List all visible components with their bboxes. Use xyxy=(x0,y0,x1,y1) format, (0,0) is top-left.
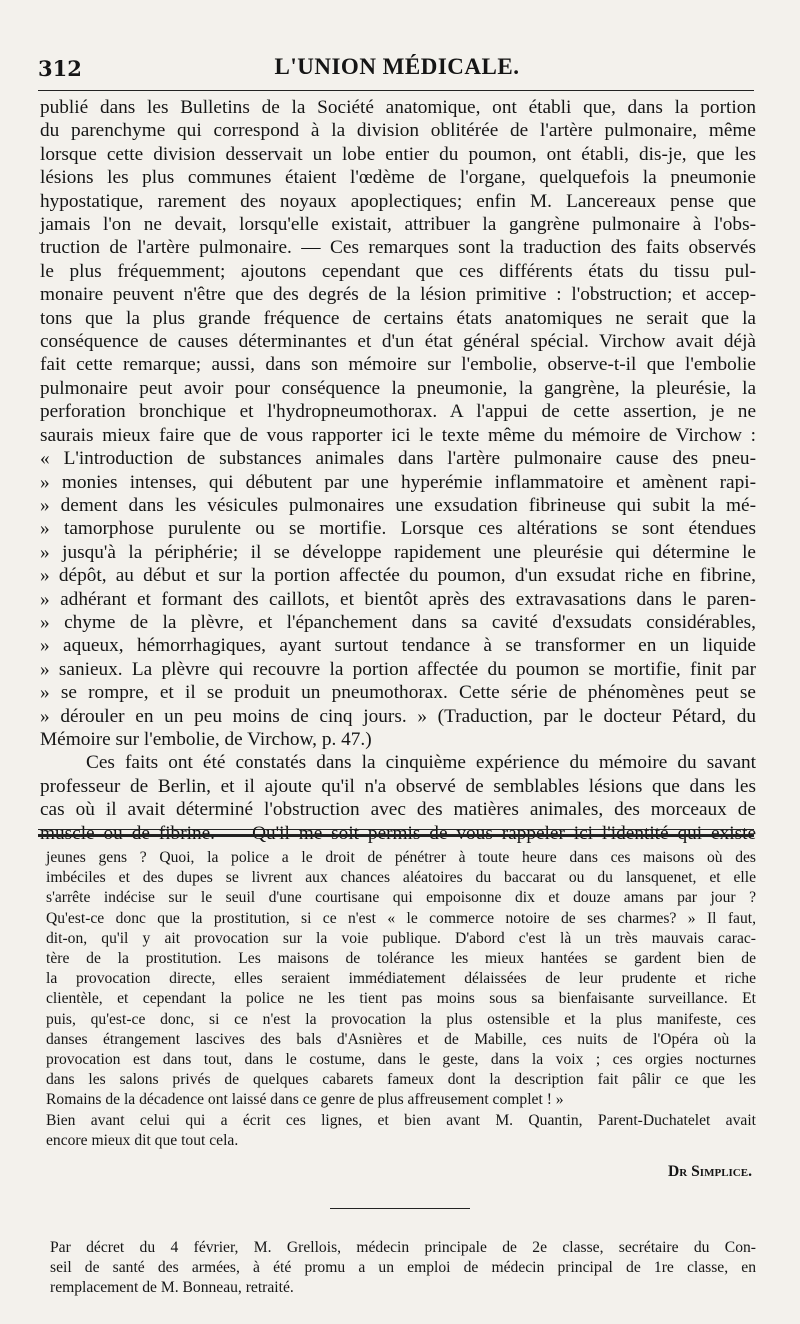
feuilleton-text xyxy=(46,848,756,1151)
text-line: du parenchyme qui correspond à la division oblitérée de l'artère pulmonaire, même xyxy=(40,120,756,142)
text-line: encore mieux dit que tout cela. xyxy=(46,1131,239,1149)
text-line: jamais l'on ne devait, lorsqu'elle existait, attribuer la gangrène pulmonaire à l'obs- xyxy=(40,214,756,236)
text-line: dans les salons privés de quelques cabarets fameux dont la description fait pâlir ce que les xyxy=(46,1071,756,1089)
text-line: provocation est dans tout, dans le costume, dans le geste, dans la voix ; ces orgies nocturnes xyxy=(46,1051,756,1069)
text-line: Bien avant celui qui a écrit ces lignes, et bien avant M. Quantin, Parent-Duchatelet avait xyxy=(46,1111,756,1129)
text-line: Ces faits ont été constatés dans la cinquième expérience du mémoire du savant xyxy=(86,752,756,774)
text-line: » dérouler en un peu moins de cinq jours. » (Traduction, par le docteur Pétard, du xyxy=(40,705,756,727)
header-rule xyxy=(38,90,754,91)
text-line: Romains de la décadence ont laissé dans ce genre de plus affreusement complet ! » xyxy=(46,1091,564,1109)
text-line: « L'introduction de substances animales dans l'artère pulmonaire cause des pneu- xyxy=(40,448,756,470)
decree-notice xyxy=(50,1238,756,1299)
text-line: le plus fréquemment; ajoutons cependant que ces différents états du tissu pul- xyxy=(40,260,756,282)
text-line: » dépôt, au début et sur la portion affectée du poumon, d'un exsudat riche en fibrine, xyxy=(40,565,756,587)
text-line: perforation bronchique et l'hydropneumothorax. A l'appui de cette assertion, je ne xyxy=(40,401,756,423)
text-line: muscle ou de fibrine. — Qu'il me soit permis de vous rappeler ici l'identité qui existe xyxy=(40,822,756,844)
text-line: Qu'est-ce donc que la prostitution, si ce n'est « le commerce notoire de ses charmes? » Il faut, xyxy=(46,909,756,927)
text-line: saurais mieux faire que de vous rapporter ici le texte même du mémoire de Virchow : xyxy=(40,424,756,446)
text-line: publié dans les Bulletins de la Société anatomique, ont établi que, dans la portion xyxy=(40,97,756,118)
text-line: lorsque cette division desservait un lobe entier du poumon, ont établi, dis-je, que les xyxy=(40,143,756,165)
text-line: dit-on, qu'il y ait provocation sur la voie publique. D'abord c'est là un très mauvais carac- xyxy=(46,929,756,947)
text-line: » jusqu'à la périphérie; il se développe rapidement une pleurésie qui détermine le xyxy=(40,541,756,563)
text-line: monaire peuvent n'être que des degrés de la lésion primitive : l'obstruction; et accep- xyxy=(40,284,756,306)
text-line: » adhérant et formant des caillots, et bientôt après des extravasations dans le paren- xyxy=(40,588,756,610)
main-article-text xyxy=(40,96,756,845)
text-line: Par décret du 4 février, M. Grellois, médecin principale de 2e classe, secrétaire du Con- xyxy=(50,1239,756,1256)
text-line: pulmonaire peut avoir pour conséquence la pneumonie, la gangrène, la pleurésie, la xyxy=(40,377,756,399)
text-line: seil de santé des armées, à été promu a un emploi de médecin principal de 1re classe, en xyxy=(50,1259,756,1277)
text-line: » se rompre, et il se produit un pneumothorax. Cette série de phénomènes peut se xyxy=(40,682,756,704)
text-line: » dement dans les vésicules pulmonaires une exsudation fibrineuse qui subit la mé- xyxy=(40,494,756,516)
text-line: tère de la prostitution. Les maisons de tolérance les mieux hantées se gardent bien de xyxy=(46,950,756,968)
text-line: » tamorphose purulente ou se mortifie. Lorsque ces altérations se sont étendues xyxy=(40,518,756,540)
short-divider xyxy=(330,1208,470,1209)
text-line: tons que la plus grande fréquence de certains états anatomiques ne serait que la xyxy=(40,307,756,329)
text-line: puis, qu'est-ce donc, si ce n'est la provocation la plus ostensible et la plus manifeste, ces xyxy=(46,1010,756,1028)
signature: Dr Simplice. xyxy=(668,1163,752,1180)
journal-title: L'UNION MÉDICALE. xyxy=(274,54,520,79)
text-line: truction de l'artère pulmonaire. — Ces remarques sont la traduction des faits observés xyxy=(40,237,756,259)
text-line: imbéciles et des dupes se livrent aux chances aléatoires du baccarat ou du lansquenet, et elle xyxy=(46,869,756,887)
text-line: hypostatique, rarement des noyaux apoplectiques; enfin M. Lancereaux pense que xyxy=(40,190,756,212)
text-line: la provocation directe, elles seraient immédiatement délaissées de leur prudente et riche xyxy=(46,970,756,988)
text-line: danses étrangement lascives des bals d'Asnières et de Mabille, ces nuits de l'Opéra où la xyxy=(46,1030,756,1048)
text-line: fait cette remarque; aussi, dans son mémoire sur l'embolie, observe-t-il que l'embolie xyxy=(40,354,756,376)
text-line: clientèle, et cependant la police ne les tient pas moins sous sa bienfaisante surveillance. Et xyxy=(46,990,756,1008)
text-line: » aqueux, hémorrhagiques, ayant surtout tendance à se transformer en un liquide xyxy=(40,635,756,657)
text-line: cas où il avait déterminé l'obstruction avec des matières animales, des morceaux de xyxy=(40,799,756,821)
text-line: jeunes gens ? Quoi, la police a le droit de pénétrer à toute heure dans ces maisons où des xyxy=(46,849,756,866)
text-line: remplacement de M. Bonneau, retraité. xyxy=(50,1279,294,1297)
text-line: conséquence de causes déterminantes et d'un état général spécial. Virchow avait déjà xyxy=(40,331,756,353)
text-line: » sanieux. La plèvre qui recouvre la portion affectée du poumon se mortifie, finit par xyxy=(40,658,756,680)
feuilleton-divider xyxy=(38,829,754,837)
page-number: 312 xyxy=(38,56,82,81)
text-line: lésions les plus communes étaient l'œdème de l'organe, quelquefois la pneumonie xyxy=(40,167,756,189)
text-line: » monies intenses, qui débutent par une hyperémie inflammatoire et amènent rapi- xyxy=(40,471,756,493)
text-line: professeur de Berlin, et il ajoute qu'il n'a observé de semblables lésions que dans les xyxy=(40,775,756,797)
text-line: » chyme de la plèvre, et l'épanchement dans sa cavité d'exsudats considérables, xyxy=(40,611,756,633)
text-line: s'arrête indécise sur le seuil d'une courtisane qui empoisonne dix et douze amans par jour ? xyxy=(46,889,756,907)
page-header xyxy=(38,52,756,88)
text-line: Mémoire sur l'embolie, de Virchow, p. 47.) xyxy=(40,728,372,750)
